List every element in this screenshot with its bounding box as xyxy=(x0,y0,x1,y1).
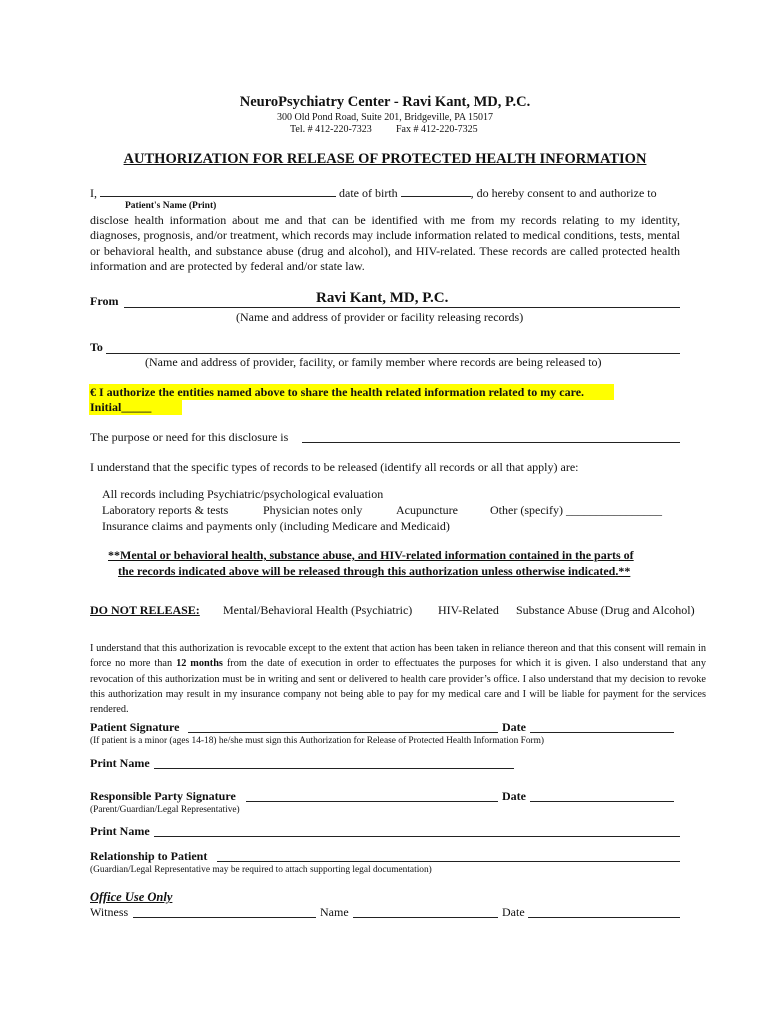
form-title: AUTHORIZATION FOR RELEASE OF PROTECTED HEALTH INFORMATION xyxy=(123,151,647,167)
patient-name-field[interactable] xyxy=(100,196,336,197)
record-all[interactable]: All records including Psychiatric/psychological evaluation xyxy=(102,487,384,501)
org-fax: Fax # 412-220-7325 xyxy=(396,124,478,135)
office-use-title: Office Use Only xyxy=(90,890,173,904)
record-physician[interactable]: Physician notes only xyxy=(263,503,363,517)
org-tel: Tel. # 412-220-7323 xyxy=(290,124,372,135)
authorize-line xyxy=(90,385,584,400)
from-field[interactable] xyxy=(124,307,680,308)
to-field[interactable] xyxy=(106,353,680,354)
types-intro: I understand that the specific types of records to be released (identify all records or all that apply) are: xyxy=(90,460,579,474)
purpose-field[interactable] xyxy=(302,442,680,443)
record-other[interactable]: Other (specify) ________________ xyxy=(490,503,662,517)
witness-field[interactable] xyxy=(133,917,316,918)
office-date-field[interactable] xyxy=(528,917,680,918)
guardian-note: (Guardian/Legal Representative may be required to attach supporting legal documentation) xyxy=(90,865,432,875)
dob-field[interactable] xyxy=(401,196,471,197)
witness-label: Witness xyxy=(90,905,129,919)
authorize-text: I authorize the entities named above to share the health related information related to my care. xyxy=(99,385,585,399)
from-label: From xyxy=(90,294,119,308)
to-caption: (Name and address of provider, facility, or family member where records are being released to) xyxy=(145,355,602,369)
responsible-date-field[interactable] xyxy=(530,801,674,802)
from-value: Ravi Kant, MD, P.C. xyxy=(316,290,449,306)
from-caption: (Name and address of provider or facility releasing records) xyxy=(236,310,524,324)
revocation-part-2: from the date of execution in order to effectuates the purposes for which it is given. I also understand that any revocation of this authorization must be in writing and sent or delivered to health care provider’s office. I also understand that my decision to revoke this authorization may result in my insurance company not being able to pay for my medical care and I will be liable for payment for the services rendered. xyxy=(90,658,706,716)
dnr-substance[interactable]: Substance Abuse (Drug and Alcohol) xyxy=(516,603,695,617)
revocation-duration: 12 months xyxy=(176,658,223,670)
revocation-part-1: I understand that this authorization is revocable except to the extent that action has been taken in reliance thereon and that this consent will remain in force no more than xyxy=(90,643,706,670)
record-lab[interactable]: Laboratory reports & tests xyxy=(102,503,229,517)
print-name-label: Print Name xyxy=(90,756,150,770)
relationship-label: Relationship to Patient xyxy=(90,849,208,863)
notice-line-2: the records indicated above will be released through this authorization unless otherwise indicated.** xyxy=(118,564,631,578)
initial-field[interactable]: Initial_____ xyxy=(90,400,152,414)
consent-suffix: , do hereby consent to and authorize to xyxy=(470,186,657,200)
record-insurance[interactable]: Insurance claims and payments only (including Medicare and Medicaid) xyxy=(102,519,450,533)
responsible-date-label: Date xyxy=(502,789,526,803)
print-name-field-2[interactable] xyxy=(154,836,680,837)
authorize-checkbox-icon[interactable]: € xyxy=(90,385,96,399)
dnr-mental[interactable]: Mental/Behavioral Health (Psychiatric) xyxy=(223,603,413,617)
patient-signature-label: Patient Signature xyxy=(90,720,180,734)
minor-note: (If patient is a minor (ages 14-18) he/she must sign this Authorization for Release of Protected Health Information Form) xyxy=(90,736,545,746)
print-name-label-2: Print Name xyxy=(90,824,150,838)
to-label: To xyxy=(90,340,103,354)
record-acupuncture[interactable]: Acupuncture xyxy=(396,503,458,517)
notice-line-1: **Mental or behavioral health, substance abuse, and HIV-related information contained in the parts of xyxy=(108,548,634,562)
patient-name-caption: Patient's Name (Print) xyxy=(125,201,217,211)
dnr-hiv[interactable]: HIV-Related xyxy=(438,603,499,617)
office-name-label: Name xyxy=(320,905,349,919)
do-not-release-label: DO NOT RELEASE: xyxy=(90,603,200,617)
org-name: NeuroPsychiatry Center - Ravi Kant, MD, P.C. xyxy=(239,94,531,110)
revocation-paragraph xyxy=(90,641,706,717)
consent-body: disclose health information about me and that can be identified with me from my records relating to my identity, diagnoses, prognosis, and/or treatment, which records may include information related to medical conditions, tests, mental or behavioral health, and substance abuse (drug and alcohol), and HIV-related. These records are called protected health information and are protected by federal and/or state law. xyxy=(90,213,680,273)
dob-label: date of birth xyxy=(339,186,398,200)
responsible-signature-field[interactable] xyxy=(246,801,498,802)
consent-prefix: I, xyxy=(90,186,97,200)
patient-date-label: Date xyxy=(502,720,526,734)
parent-note: (Parent/Guardian/Legal Representative) xyxy=(90,805,240,815)
office-date-label: Date xyxy=(502,905,525,919)
org-address: 300 Old Pond Road, Suite 201, Bridgeville, PA 15017 xyxy=(276,112,494,123)
consent-line xyxy=(90,186,657,201)
office-name-field[interactable] xyxy=(353,917,498,918)
patient-signature-field[interactable] xyxy=(188,732,498,733)
purpose-label: The purpose or need for this disclosure is xyxy=(90,430,289,444)
print-name-field[interactable] xyxy=(154,768,514,769)
relationship-field[interactable] xyxy=(217,861,680,862)
patient-date-field[interactable] xyxy=(530,732,674,733)
responsible-signature-label: Responsible Party Signature xyxy=(90,789,236,803)
